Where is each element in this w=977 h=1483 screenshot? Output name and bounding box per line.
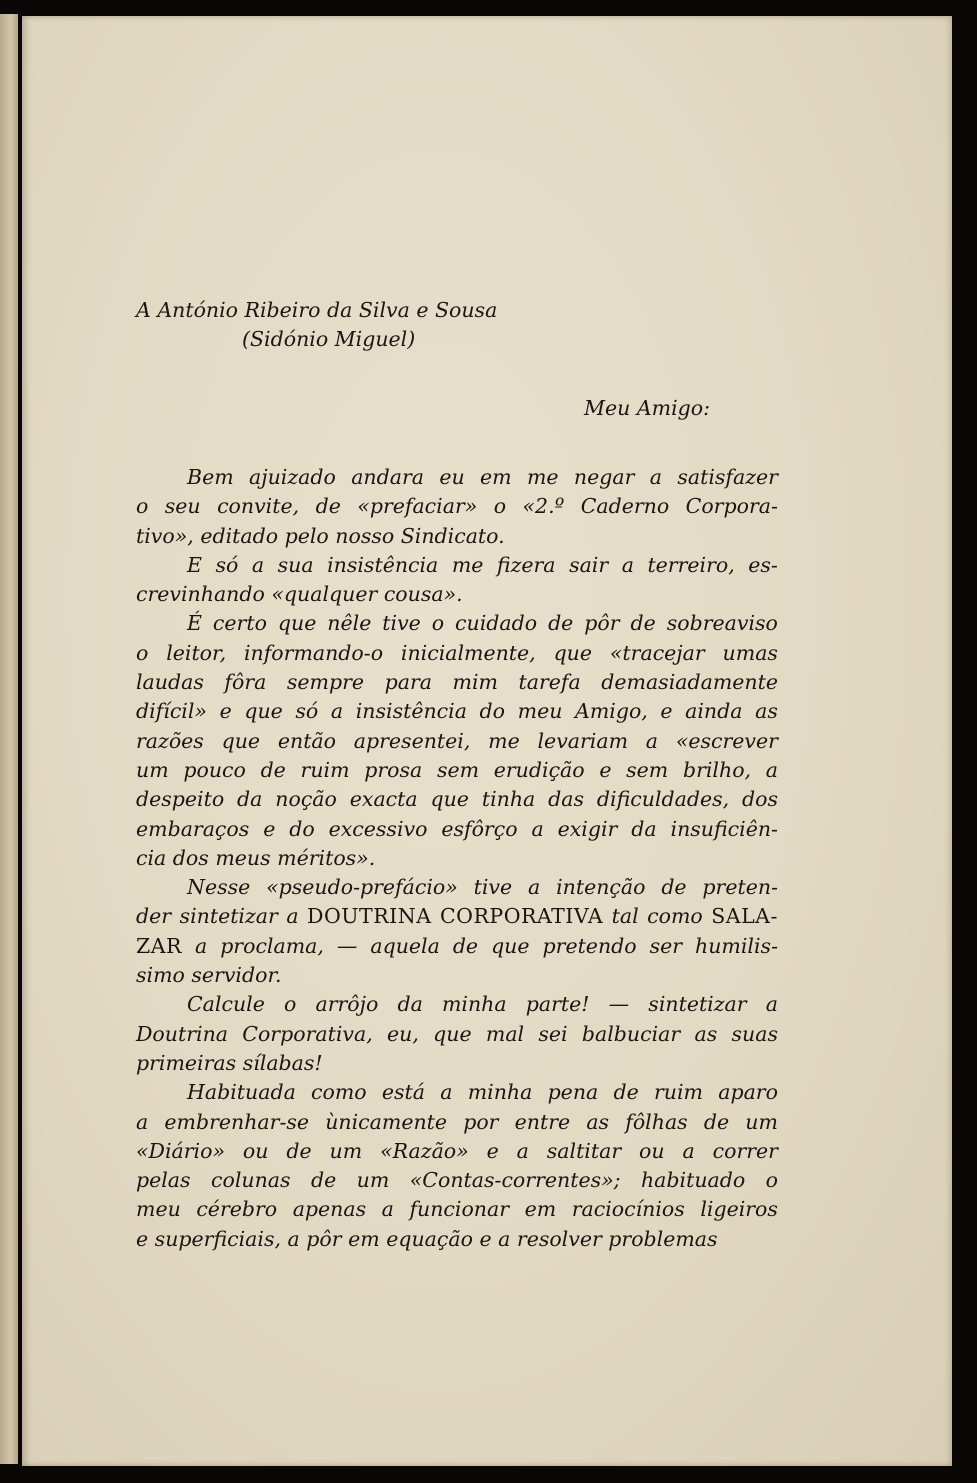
dedication-line-2: (Sidónio Miguel) — [242, 327, 416, 351]
paragraph — [136, 551, 778, 610]
text-line: primeiras sílabas! — [136, 1050, 323, 1075]
paragraph — [136, 990, 778, 1078]
text-line: laudas fôra sempre para mim tarefa demasiadamente — [136, 670, 778, 695]
text-line: e superficiais, a pôr em equação e a resolver problemas — [136, 1226, 718, 1251]
page-text — [136, 296, 778, 1254]
text-line: tivo», editado pelo nosso Sindicato. — [136, 523, 505, 548]
paragraph — [136, 873, 778, 990]
text-line: simo servidor. — [136, 963, 282, 988]
paragraph — [136, 463, 778, 551]
text-line: pelas colunas de um «Contas-correntes»; habituado o — [136, 1168, 778, 1193]
text-line: Nesse «pseudo-prefácio» tive a intenção de preten- — [187, 875, 778, 900]
text-line: Habituada como está a minha pena de ruim aparo — [187, 1080, 778, 1105]
text-line: «Diário» ou de um «Razão» e a saltitar ou a correr — [136, 1138, 778, 1163]
text-line: razões que então apresentei, me levariam a «escrever — [136, 728, 778, 753]
text-line: der sintetizar a DOUTRINA CORPORATIVA tal como SALA- — [136, 904, 778, 929]
text-line: meu cérebro apenas a funcionar em raciocínios ligeiros — [136, 1197, 778, 1222]
text-line: Calcule o arrôjo da minha parte! — sintetizar a — [187, 992, 778, 1017]
text-line: cia dos meus méritos». — [136, 845, 376, 870]
text-line: o seu convite, de «prefaciar» o «2.º Caderno Corpora- — [136, 494, 778, 519]
paragraph — [136, 1078, 778, 1254]
text-line: a embrenhar-se ùnicamente por entre as fôlhas de um — [136, 1109, 778, 1134]
text-line: embaraços e do excessivo esfôrço a exigir da insuficiên- — [136, 816, 778, 841]
text-line: Doutrina Corporativa, eu, que mal sei balbuciar as suas — [136, 1021, 778, 1046]
text-line: despeito da noção exacta que tinha das dificuldades, dos — [136, 787, 778, 812]
text-line: É certo que nêle tive o cuidado de pôr de sobreaviso — [187, 611, 778, 636]
text-line: Bem ajuizado andara eu em me negar a satisfazer — [187, 465, 778, 489]
text-line: o leitor, informando-o inicialmente, que «tracejar umas — [136, 640, 778, 665]
letter-body — [136, 463, 778, 1254]
text-line: um pouco de ruim prosa sem erudição e sem brilho, a — [136, 757, 778, 782]
previous-page-edge — [0, 14, 18, 1464]
dedication-line-1: A António Ribeiro da Silva e Sousa — [136, 298, 498, 322]
text-line: ZAR a proclama, — aquela de que pretendo ser humilis- — [136, 933, 778, 958]
text-line: crevinhando «qualquer cousa». — [136, 582, 463, 607]
paragraph — [136, 609, 778, 873]
salutation: Meu Amigo: — [584, 396, 711, 420]
text-line: E só a sua insistência me fizera sair a terreiro, es- — [187, 552, 778, 577]
text-line: difícil» e que só a insistência do meu Amigo, e ainda as — [136, 699, 778, 724]
